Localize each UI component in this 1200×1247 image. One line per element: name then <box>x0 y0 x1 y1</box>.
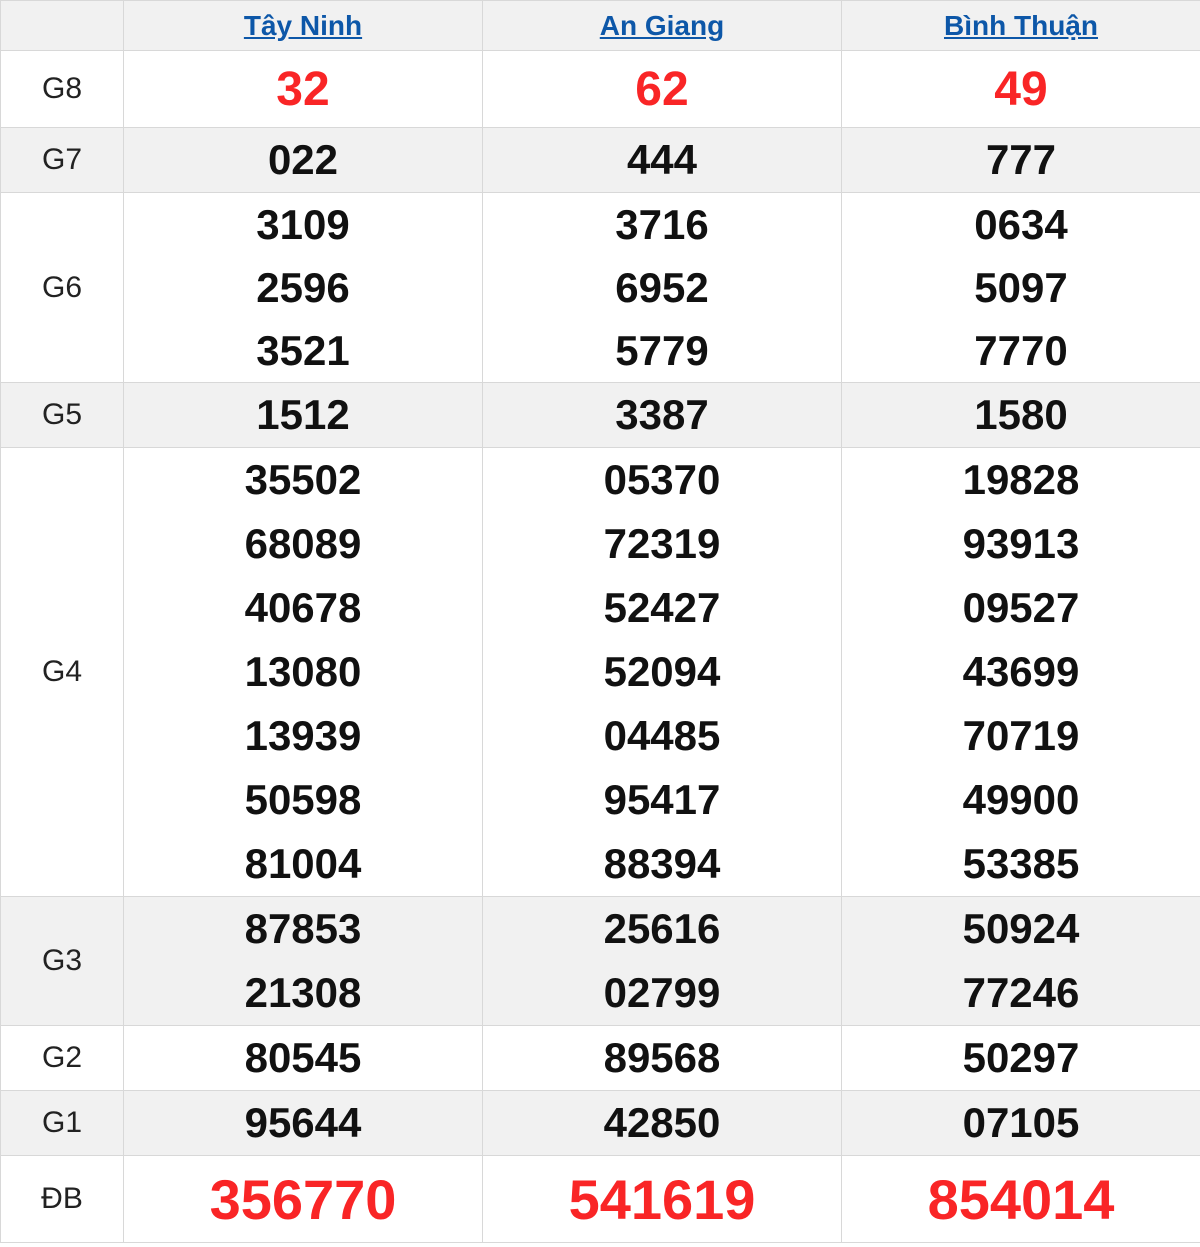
prize-number: 3716 <box>615 200 709 248</box>
prize-cell-g6-binh-thuan <box>842 193 1200 383</box>
prize-cell-db-tay-ninh <box>124 1156 483 1243</box>
prize-number: 95644 <box>244 1099 362 1146</box>
prize-number: 50598 <box>244 776 362 823</box>
prize-cell-g5-an-giang <box>483 383 842 448</box>
prize-number: 89568 <box>603 1034 721 1081</box>
prize-label-g1: G1 <box>1 1091 124 1156</box>
prize-number: 444 <box>626 136 698 183</box>
prize-number: 93913 <box>962 520 1080 567</box>
prize-number: 70719 <box>962 712 1080 759</box>
prize-row-g5 <box>1 383 1200 448</box>
prize-cell-g1-binh-thuan <box>842 1091 1200 1156</box>
prize-number: 022 <box>267 136 339 183</box>
prize-number: 5779 <box>615 326 709 374</box>
prize-number: 43699 <box>962 648 1080 695</box>
prize-number: 854014 <box>927 1167 1115 1231</box>
prize-row-g1 <box>1 1091 1200 1156</box>
prize-cell-g8-an-giang <box>483 51 842 128</box>
prize-number: 53385 <box>962 840 1080 887</box>
province-link-tay-ninh[interactable]: Tây Ninh <box>243 9 363 41</box>
prize-number: 3387 <box>615 391 709 438</box>
prize-number: 80545 <box>244 1034 362 1081</box>
prize-label-g6: G6 <box>1 193 124 383</box>
prize-number: 68089 <box>244 520 362 567</box>
prize-number: 49 <box>994 62 1048 116</box>
prize-cell-g6-an-giang <box>483 193 842 383</box>
prize-number: 07105 <box>962 1099 1080 1146</box>
prize-cell-g8-binh-thuan <box>842 51 1200 128</box>
prize-label-g2: G2 <box>1 1026 124 1091</box>
prize-number: 13939 <box>244 712 362 759</box>
prize-cell-g2-an-giang <box>483 1026 842 1091</box>
prize-cell-g2-binh-thuan <box>842 1026 1200 1091</box>
prize-cell-g5-tay-ninh <box>124 383 483 448</box>
prize-cell-g7-binh-thuan <box>842 128 1200 193</box>
prize-cell-g3-tay-ninh <box>124 897 483 1026</box>
prize-number: 2596 <box>256 263 350 311</box>
prize-cell-g7-tay-ninh <box>124 128 483 193</box>
prize-number: 25616 <box>603 905 721 952</box>
prize-row-g2 <box>1 1026 1200 1091</box>
prize-number: 13080 <box>244 648 362 695</box>
prize-number: 02799 <box>603 969 721 1016</box>
prize-number: 777 <box>985 136 1057 183</box>
prize-number: 7770 <box>974 326 1068 374</box>
prize-number: 77246 <box>962 969 1080 1016</box>
prize-number: 50297 <box>962 1034 1080 1081</box>
prize-number: 5097 <box>974 263 1068 311</box>
prize-cell-g3-binh-thuan <box>842 897 1200 1026</box>
prize-cell-g5-binh-thuan <box>842 383 1200 448</box>
prize-number: 1512 <box>256 391 350 438</box>
prize-number: 40678 <box>244 584 362 631</box>
prize-label-g8: G8 <box>1 51 124 128</box>
prize-number: 62 <box>635 62 689 116</box>
prize-cell-g7-an-giang <box>483 128 842 193</box>
prize-number: 81004 <box>244 840 362 887</box>
prize-number: 52427 <box>603 584 721 631</box>
prize-label-g5: G5 <box>1 383 124 448</box>
prize-cell-g1-an-giang <box>483 1091 842 1156</box>
prize-number: 87853 <box>244 905 362 952</box>
prize-row-g6 <box>1 193 1200 383</box>
prize-number: 50924 <box>962 905 1080 952</box>
prize-label-db: ĐB <box>1 1156 124 1243</box>
header-row <box>1 1 1200 51</box>
prize-number: 35502 <box>244 456 362 503</box>
prize-row-g7 <box>1 128 1200 193</box>
prize-number: 88394 <box>603 840 721 887</box>
province-link-binh-thuan[interactable]: Bình Thuận <box>944 9 1098 41</box>
prize-row-db <box>1 1156 1200 1243</box>
prize-number: 19828 <box>962 456 1080 503</box>
prize-cell-db-an-giang <box>483 1156 842 1243</box>
prize-cell-db-binh-thuan <box>842 1156 1200 1243</box>
prize-number: 72319 <box>603 520 721 567</box>
prize-number: 42850 <box>603 1099 721 1146</box>
province-header-binh-thuan <box>842 1 1200 51</box>
province-header-an-giang <box>483 1 842 51</box>
prize-number: 09527 <box>962 584 1080 631</box>
prize-number: 0634 <box>974 200 1068 248</box>
prize-number: 32 <box>276 62 330 116</box>
prize-row-g8 <box>1 51 1200 128</box>
prize-cell-g4-an-giang <box>483 448 842 897</box>
prize-label-g4: G4 <box>1 448 124 897</box>
prize-cell-g4-binh-thuan <box>842 448 1200 897</box>
prize-number: 3109 <box>256 200 350 248</box>
province-link-an-giang[interactable]: An Giang <box>599 9 725 41</box>
prize-number: 52094 <box>603 648 721 695</box>
prize-cell-g3-an-giang <box>483 897 842 1026</box>
prize-label-g7: G7 <box>1 128 124 193</box>
prize-number: 356770 <box>209 1167 397 1231</box>
prize-row-g3 <box>1 897 1200 1026</box>
prize-number: 95417 <box>603 776 721 823</box>
prize-cell-g1-tay-ninh <box>124 1091 483 1156</box>
prize-number: 05370 <box>603 456 721 503</box>
prize-row-g4 <box>1 448 1200 897</box>
prize-number: 3521 <box>256 326 350 374</box>
prize-number: 6952 <box>615 263 709 311</box>
prize-number: 1580 <box>974 391 1068 438</box>
province-header-tay-ninh <box>124 1 483 51</box>
prize-cell-g8-tay-ninh <box>124 51 483 128</box>
prize-cell-g2-tay-ninh <box>124 1026 483 1091</box>
prize-label-g3: G3 <box>1 897 124 1026</box>
prize-cell-g6-tay-ninh <box>124 193 483 383</box>
prize-number: 04485 <box>603 712 721 759</box>
prize-cell-g4-tay-ninh <box>124 448 483 897</box>
corner-cell <box>1 1 124 51</box>
prize-number: 21308 <box>244 969 362 1016</box>
prize-number: 541619 <box>568 1167 756 1231</box>
prize-number: 49900 <box>962 776 1080 823</box>
